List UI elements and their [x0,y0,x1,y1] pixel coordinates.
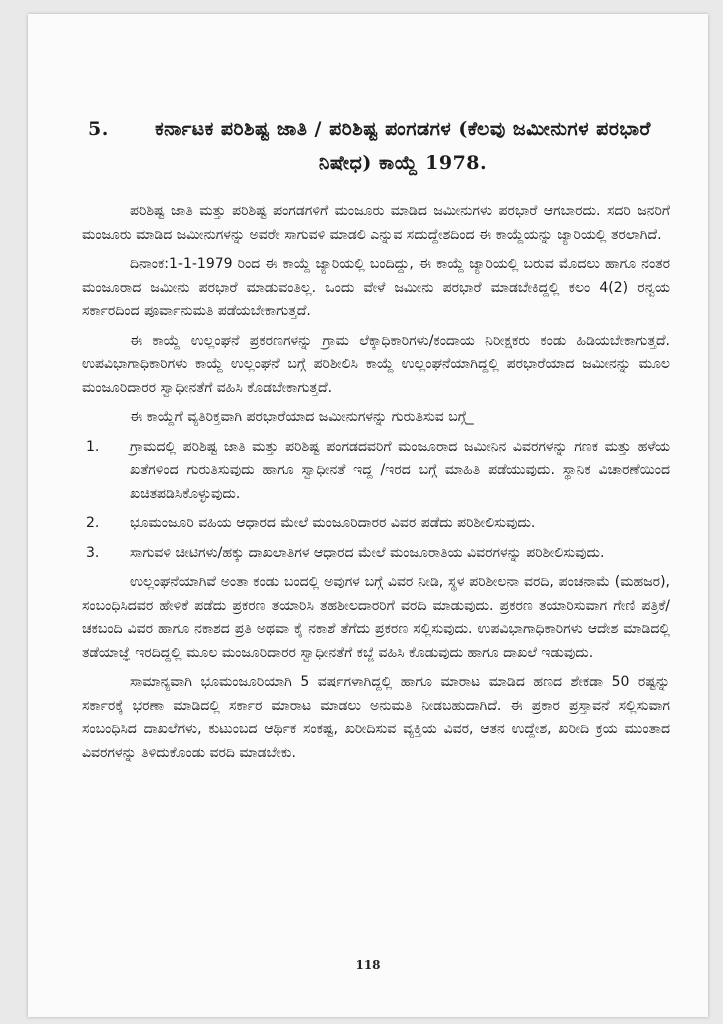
section-title: ಕರ್ನಾಟಕ ಪರಿಶಿಷ್ಟ ಜಾತಿ / ಪರಿಶಿಷ್ಟ ಪಂಗಡಗಳ (ಕೆಲವು ಜಮೀನುಗಳ ಪರಭಾರೆ ನಿಷೇಧ) ಕಾಯ್ದೆ 1978. [155,118,651,174]
list-item [82,436,670,507]
section-number: 5. [88,118,109,140]
list-number: 3. [86,544,100,561]
list-text: ಸಾಗುವಳಿ ಚೀಟಿಗಳು/ಹಕ್ಕು ದಾಖಲಾತಿಗಳ ಆಧಾರದ ಮೇಲೆ ಮಂಜೂರಾತಿಯ ವಿವರಗಳನ್ನು ಪರಿಶೀಲಿಸುವುದು. [130,544,605,561]
paragraph: ಈ ಕಾಯ್ದೆ ಉಲ್ಲಂಘನೆ ಪ್ರಕರಣಗಳನ್ನು ಗ್ರಾಮ ಲೆಕ್ಕಾಧಿಕಾರಿಗಳು/ಕಂದಾಯ ನಿರೀಕ್ಷಕರು ಕಂಡು ಹಿಡಿಯಬೇಕಾಗುತ್ತದೆ. ಉಪವಿಭಾಗಾಧಿಕಾರಿಗಳು ಕಾಯ್ದೆ ಉಲ್ಲಂಘನೆ ಬಗ್ಗೆ ಪರಿಶೀಲಿಸಿ ಕಾಯ್ದೆ ಉಲ್ಲಂಘನೆಯಾಗಿದ್ದಲ್ಲಿ ಪರಭಾರೆಯಾದ ಜಮೀನನ್ನು ಮೂಲ ಮಂಜೂರಿದಾರರ ಸ್ವಾಧೀನತೆಗೆ ವಹಿಸಿ ಕೊಡಬೇಕಾಗುತ್ತದೆ. [82,332,670,396]
list-item [82,542,670,566]
paragraph: ಉಲ್ಲಂಘನೆಯಾಗಿವೆ ಅಂತಾ ಕಂಡು ಬಂದಲ್ಲಿ ಅವುಗಳ ಬಗ್ಗೆ ವಿವರ ನೀಡಿ, ಸ್ಥಳ ಪರಿಶೀಲನಾ ವರದಿ, ಪಂಚನಾಮೆ (ಮಹಜರ), ಸಂಬಂಧಿಸಿದವರ ಹೇಳಿಕೆ ಪಡೆದು ಪ್ರಕರಣ ತಯಾರಿಸಿ ತಹಶೀಲದಾರರಿಗೆ ವರದಿ ಮಾಡುವುದು. ಪ್ರಕರಣ ತಯಾರಿಸುವಾಗ ಗೇಣಿ ಪತ್ರಿಕೆ/ಚಕಬಂದಿ ವಿವರ ಹಾಗೂ ನಕಾಶದ ಪ್ರತಿ ಅಥವಾ ಕೈ ನಕಾಶೆ ತೆಗೆದು ಪ್ರಕರಣ ಸಲ್ಲಿಸುವುದು. ಉಪವಿಭಾಗಾಧಿಕಾರಿಗಳು ಆದೇಶ ಮಾಡಿದಲ್ಲಿ ತಡೆಯಾಜ್ಞೆ ಇರದಿದ್ದಲ್ಲಿ ಮೂಲ ಮಂಜೂರಿದಾರರ ಸ್ವಾಧೀನತೆಗೆ ಕಬ್ಜೆ ವಹಿಸಿ ಕೊಡುವುದು ಹಾಗೂ ದಾಖಲೆ ಇಡುವುದು. [82,574,670,661]
list-text: ಗ್ರಾಮದಲ್ಲಿ ಪರಿಶಿಷ್ಟ ಜಾತಿ ಮತ್ತು ಪರಿಶಿಷ್ಟ ಪಂಗಡದವರಿಗೆ ಮಂಜೂರಾದ ಜಮೀನಿನ ವಿವರಗಳನ್ನು ಗಣಕ ಮತ್ತು ಹಳೆಯ ಖತೆಗಳಿಂದ ಗುರುತಿಸುವುದು ಹಾಗೂ ಸ್ವಾಧೀನತೆ ಇದ್ದ /ಇರದ ಬಗ್ಗೆ ಮಾಹಿತಿ ಪಡೆಯುವುದು. ಸ್ಥಾನಿಕ ವಿಚಾರಣೆಯಿಂದ ಖಚಿತಪಡಿಸಿಕೊಳ್ಳುವುದು. [130,438,670,502]
page-number: 118 [355,958,381,972]
list-number: 2. [86,515,100,531]
page-content [82,112,670,771]
section-heading [82,112,670,180]
document-page [28,14,708,1017]
list-number: 1. [86,438,100,455]
list-item [82,512,670,536]
paragraph: ಸಾಮಾನ್ಯವಾಗಿ ಭೂಮಂಜೂರಿಯಾಗಿ 5 ವರ್ಷಗಳಾಗಿದ್ದಲ್ಲಿ ಹಾಗೂ ಮಾರಾಟ ಮಾಡಿದ ಹಣದ ಶೇಕಡಾ 50 ರಷ್ಟನ್ನು ಸರ್ಕಾರಕ್ಕೆ ಭರಣಾ ಮಾಡಿದಲ್ಲಿ ಸರ್ಕಾರ ಮಾರಾಟ ಮಾಡಲು ಅನುಮತಿ ನೀಡಬಹುದಾಗಿದೆ. ಈ ಪ್ರಕಾರ ಪ್ರಸ್ತಾವನೆ ಸಲ್ಲಿಸುವಾಗ ಸಂಬಂಧಿಸಿದ ದಾಖಲೆಗಳು, ಕುಟುಂಬದ ಆರ್ಥಿಕ ಸಂಕಷ್ಟ, ಖರೀದಿಸುವ ವ್ಯಕ್ತಿಯ ವಿವರ, ಆತನ ಉದ್ದೇಶ, ಖರೀದಿ ಕ್ರಯ ಮುಂತಾದ ವಿವರಗಳನ್ನು ತಿಳಿದುಕೊಂಡು ವರದಿ ಮಾಡಬೇಕು. [82,674,670,761]
paragraph: ಈ ಕಾಯ್ದೆಗೆ ವ್ಯತಿರಿಕ್ತವಾಗಿ ಪರಭಾರೆಯಾದ ಜಮೀನುಗಳನ್ನು ಗುರುತಿಸುವ ಬಗ್ಗೆ_ [130,409,474,425]
list-text: ಭೂಮಂಜೂರಿ ವಹಿಯ ಆಧಾರದ ಮೇಲೆ ಮಂಜೂರಿದಾರರ ವಿವರ ಪಡೆದು ಪರಿಶೀಲಿಸುವುದು. [130,515,536,531]
paragraph: ದಿನಾಂಕ:1-1-1979 ರಿಂದ ಈ ಕಾಯ್ದೆ ಜ್ಯಾರಿಯಲ್ಲಿ ಬಂದಿದ್ದು, ಈ ಕಾಯ್ದೆ ಜ್ಯಾರಿಯಲ್ಲಿ ಬರುವ ಮೊದಲು ಹಾಗೂ ನಂತರ ಮಂಜೂರಾದ ಜಮೀನು ಪರಭಾರೆ ಮಾಡುವಂತಿಲ್ಲ. ಒಂದು ವೇಳೆ ಜಮೀನು ಪರಭಾರೆ ಮಾಡಬೇಕಿದ್ದಲ್ಲಿ ಕಲಂ 4(2) ರನ್ವಯ ಸರ್ಕಾರದಿಂದ ಪೂರ್ವಾನುಮತಿ ಪಡೆಯಬೇಕಾಗುತ್ತದೆ. [82,256,670,319]
paragraph: ಪರಿಶಿಷ್ಟ ಜಾತಿ ಮತ್ತು ಪರಿಶಿಷ್ಟ ಪಂಗಡಗಳಿಗೆ ಮಂಜೂರು ಮಾಡಿದ ಜಮೀನುಗಳು ಪರಭಾರೆ ಆಗಬಾರದು. ಸದರಿ ಜನರಿಗೆ ಮಂಜೂರು ಮಾಡಿದ ಜಮೀನುಗಳನ್ನು ಅವರೇ ಸಾಗುವಳಿ ಮಾಡಲಿ ಎನ್ನುವ ಸದುದ್ದೇಶದಿಂದ ಈ ಕಾಯ್ದೆಯನ್ನು ಜ್ಯಾರಿಯಲ್ಲಿ ತರಲಾಗಿದೆ. [82,203,670,243]
